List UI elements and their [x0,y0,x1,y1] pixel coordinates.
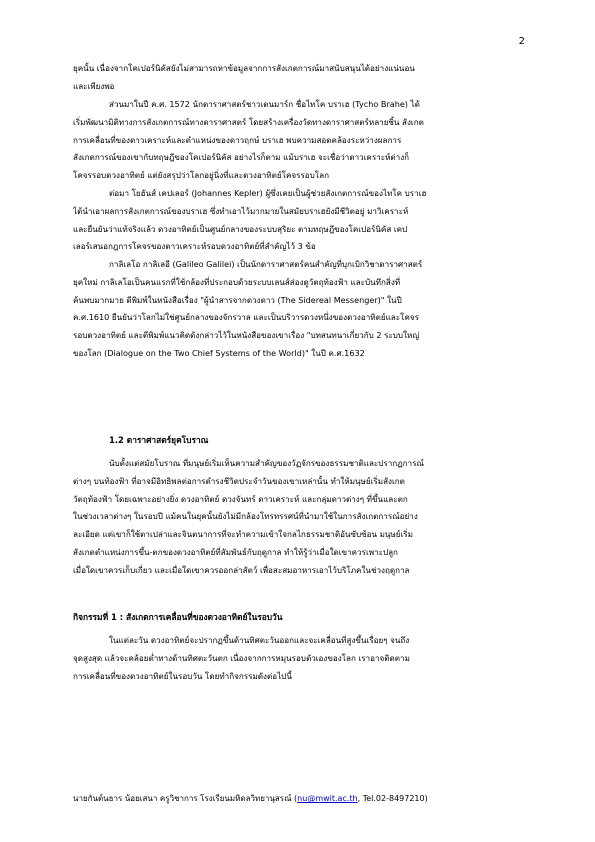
text-line: จุดสูงสุด แล้วจะคล้อยต่ำทางด้านทิศตะวันตก เนื่องจากการหมุนรอบตัวเองของโลก เราอาจติดตาม [73,652,410,663]
text-line: เลอร์เสนอกฎการโคจรของดาวเคราะห์รอบดวงอาทิตย์ที่สำคัญไว้ 3 ข้อ [73,241,316,252]
text-line: รอบดวงอาทิตย์ และตีพิมพ์แนวคิดดังกล่าวไว้ในหนังสือของเขาเรื่อง "บทสนทนาเกี่ยวกับ 2 ระบบใหญ่ [73,330,420,341]
text-line: ต่างๆ บนท้องฟ้า ที่อาจมีอิทธิพลต่อการดำรงชีวิตประจำวันของเขาเหล่านั้น ทำให้มนุษย์เริ่มสังเกต [73,475,405,486]
text-line: ต่อมา โยฮันส์ เคปเลอร์ (Johannes Kepler) ผู้ซึ่งเคยเป็นผู้ช่วยสังเกตการณ์ของไทโค บราเฮ [109,188,427,198]
text-line: การเคลื่อนที่ของดวงอาทิตย์ในรอบวัน โดยทำกิจกรรมดังต่อไปนี้ [73,670,292,681]
text-line: ยุคนั้น เนื่องจากโคเปอร์นิคัสยังไม่สามารถหาข้อมูลจากการสังเกตการณ์มาสนับสนุนได้อย่างแน่นอน [73,63,415,73]
text-line: ค้นพบมากมาย ดีพิมพ์ในหนังสือเรื่อง "ผู้นำสารจากดวงดาว (The Sidereal Messenger)" ในปี [73,294,402,305]
text-line: สังเกตการณ์ของเขากับทฤษฎีของโคเปอร์นิคัส อย่างไรก็ตาม แม้บราเฮ จะเชื่อว่าดาวเคราะห์ต่างก็ [73,152,410,163]
text-line: ส่วนมาในปี ค.ศ. 1572 นักดาราศาสตร์ชาวเดนมาร์ก ชื่อไทโค บราเฮ (Tycho Brahe) ได้ [109,99,420,109]
footer-email-link[interactable]: nu@mwit.ac.th [297,794,358,803]
paragraph-2 [73,96,523,185]
text-line: เมื่อใดเขาควรเก็บเกี่ยว และเมื่อใดเขาควรออกล่าสัตว์ เพื่อสะสมอาหารเอาไว้บริโภคในช่วงฤดูกาล [73,564,410,575]
page-number: 2 [518,36,525,47]
activity-1-body [73,632,523,685]
text-line: ละเอียด แต่เขาก็ใช้ตาเปล่าและจินตนาการที่จะทำความเข้าใจกลไกธรรมชาติอันซับซ้อน มนุษย์เริ่ม [73,529,413,540]
footer-phone: , Tel.02-8497210) [357,794,428,803]
text-line: และเพียงพอ [73,80,115,91]
footer-author: นายกันต์นธาร น้อยเสนา ครูวิชาการ โรงเรียนมหิดลวิทยานุสรณ์ ( [73,794,298,803]
text-line: วัตถุท้องฟ้า โดยเฉพาะอย่างยิ่ง ดวงอาทิตย์ ดวงจันทร์ ดาวเคราะห์ และกลุ่มดาวต่างๆ ที่ขึ้นและตก [73,493,408,504]
paragraph-3 [73,185,523,256]
text-line: ในแต่ละวัน ดวงอาทิตย์จะปรากฏขึ้นด้านทิศตะวันออกและจะเคลื่อนที่สูงขึ้นเรื่อยๆ จนถึง [109,635,410,645]
activity-heading: กิจกรรมที่ 1 : สังเกตการเคลื่อนที่ของดวงอาทิตย์ในรอบวัน [73,612,283,622]
text-line: ยุคใหม่ กาลิเลโอเป็นคนแรกที่ใช้กล้องที่ประกอบด้วยระบบเลนส์ส่องดูวัตถุท้องฟ้า และบันทึกสิ่งที่ [73,276,401,287]
text-line: เริ่มพัฒนามิติทางการสังเกตการณ์ทางดาราศาสตร์ โดยสร้างเครื่องวัดทางดาราศาสตร์หลายชิ้น สังเกต [73,116,424,127]
text-line: การเคลื่อนที่ของดาวเคราะห์และตำแหน่งของดาวฤกษ์ บราเฮ พบความสอดคล้องระหว่างผลการ [73,134,402,145]
paragraph-4 [73,256,523,363]
text-line: สังเกตตำแหน่งการขึ้น-ตกของดวงอาทิตย์ที่สัมพันธ์กับฤดูกาล ทำให้รู้ว่าเมื่อใดเขาควรเพาะปลูก [73,546,398,557]
text-line: โคจรรอบดวงอาทิตย์ แต่ยังสรุปว่าโลกอยู่นิ่งที่และดวงอาทิตย์โคจรรอบโลก [73,170,329,181]
text-line: และยืนยันว่าแท้จริงแล้ว ดวงอาทิตย์เป็นศูนย์กลางของระบบสุริยะ ตามทฤษฎีของโคเปอร์นิคัส เคป [73,223,408,234]
text-line: ของโลก (Dialogue on the Two Chief Systems of the World)" ในปี ค.ศ.1632 [73,347,365,358]
text-line: กาลิเลโอ กาลิเลอี (Galileo Galilei) เป็นนักดาราศาสตร์คนสำคัญที่บุกเบิกวิชาดาราศาสตร์ [109,259,423,269]
page-footer [73,792,428,805]
text-line: ค.ศ.1610 ยืนยันว่าโลกไม่ใช่ศูนย์กลางของจักรวาล และเป็นบริวารดวงหนึ่งของดวงอาทิตย์และโคจร [73,312,419,323]
text-line: นับตั้งแต่สมัยโบราณ ที่มนุษย์เริ่มเห็นความสำคัญของวัฏจักรของธรรมชาติและปรากฏการณ์ [109,458,424,468]
text-line: ได้นำเอาผลการสังเกตการณ์ของบราเฮ ซึ่งทำเอาไว้มากมายในสมัยบราเฮยังมีชีวิตอยู่ มาวิเคราะห์ [73,205,409,216]
paragraph-1 [73,60,523,96]
section-heading: 1.2 ดาราศาสตร์ยุคโบราณ [109,435,209,445]
text-line: ในช่วงเวลาต่างๆ ในรอบปี แม้คนในยุคนั้นยังไม่มีกล้องโทรทรรศน์ที่นำมาใช้ในการสังเกตการณ์อย่าง [73,511,418,522]
section-1-2-body [73,455,523,580]
